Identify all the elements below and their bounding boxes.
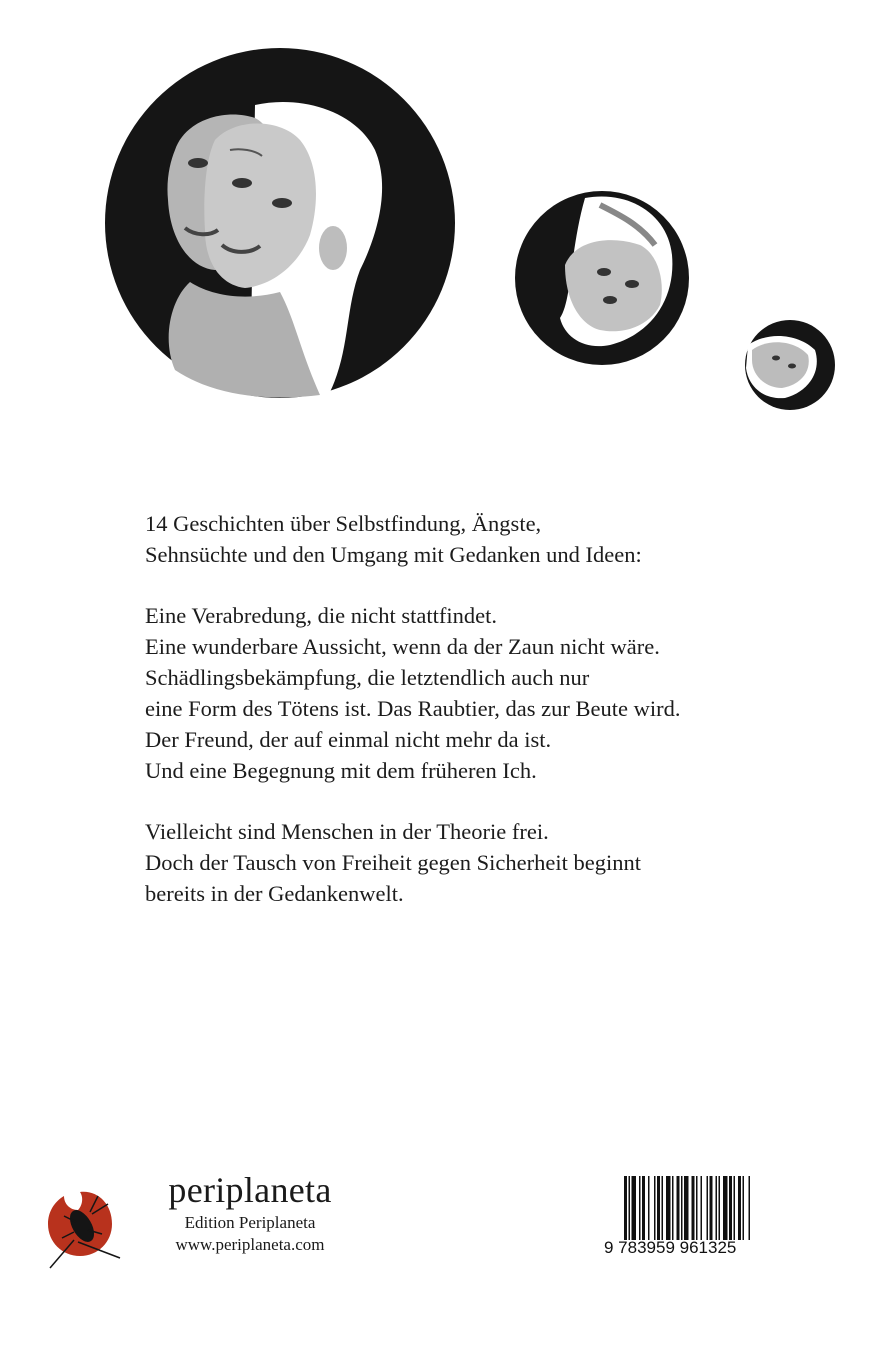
blurb-story-line: eine Form des Tötens ist. Das Raubtier, das zur Beute wird. [145, 696, 681, 721]
barcode-bar [710, 1176, 713, 1240]
blurb-intro-line: Sehnsüchte und den Umgang mit Gedanken und Ideen: [145, 542, 642, 567]
barcode-bar [629, 1176, 631, 1240]
barcode-bar [707, 1176, 709, 1240]
barcode-bar [734, 1176, 736, 1240]
barcode-bar [666, 1176, 671, 1240]
barcode-bar [642, 1176, 645, 1240]
blurb-stories [145, 600, 845, 786]
barcode-bar [624, 1176, 627, 1240]
barcode-bar [743, 1176, 745, 1240]
publisher-edition: Edition Periplaneta [184, 1213, 316, 1232]
blurb-closing [145, 816, 845, 909]
barcode-bar [716, 1176, 718, 1240]
blurb-intro-line: 14 Geschichten über Selbstfindung, Ängste, [145, 511, 542, 536]
barcode-bar [701, 1176, 703, 1240]
barcode-bar [729, 1176, 732, 1240]
cover-illustration [0, 0, 880, 460]
blurb-text [145, 508, 845, 939]
small-portrait-circle [745, 320, 835, 410]
blurb-story-line: Schädlingsbekämpfung, die letztendlich auch nur [145, 665, 590, 690]
barcode-bar [657, 1176, 660, 1240]
barcode-bar [672, 1176, 674, 1240]
barcode-bar [677, 1176, 680, 1240]
isbn-digits: 9 783959 961325 [604, 1238, 737, 1257]
barcode-bar [684, 1176, 689, 1240]
barcode-bar [723, 1176, 728, 1240]
blurb-closing-line: bereits in der Gedankenwelt. [145, 881, 404, 906]
barcode-bar [632, 1176, 637, 1240]
barcode-bar [696, 1176, 698, 1240]
blurb-story-line: Und eine Begegnung mit dem früheren Ich. [145, 758, 537, 783]
barcode-bar [648, 1176, 650, 1240]
publisher-url: www.periplaneta.com [175, 1235, 325, 1254]
barcode-bar [692, 1176, 695, 1240]
barcode-bar [681, 1176, 683, 1240]
blurb-intro [145, 508, 845, 570]
barcode-bar [738, 1176, 741, 1240]
large-portrait-circle [105, 48, 455, 398]
medium-portrait-circle [515, 191, 689, 365]
blurb-story-line: Eine Verabredung, die nicht stattfindet. [145, 603, 497, 628]
blurb-closing-line: Vielleicht sind Menschen in der Theorie frei. [145, 819, 549, 844]
barcode-bar [749, 1176, 751, 1240]
barcode-bar [654, 1176, 656, 1240]
barcode-bar [639, 1176, 641, 1240]
publisher-logo-icon [40, 1182, 124, 1272]
publisher-name: periplaneta [168, 1170, 332, 1210]
blurb-story-line: Eine wunderbare Aussicht, wenn da der Zaun nicht wäre. [145, 634, 660, 659]
isbn-barcode [604, 1172, 788, 1262]
barcode-bar [719, 1176, 721, 1240]
blurb-closing-line: Doch der Tausch von Freiheit gegen Sicherheit beginnt [145, 850, 641, 875]
barcode-bars [624, 1176, 788, 1240]
blurb-story-line: Der Freund, der auf einmal nicht mehr da ist. [145, 727, 552, 752]
barcode-bar [662, 1176, 664, 1240]
publisher-block [140, 1168, 360, 1256]
